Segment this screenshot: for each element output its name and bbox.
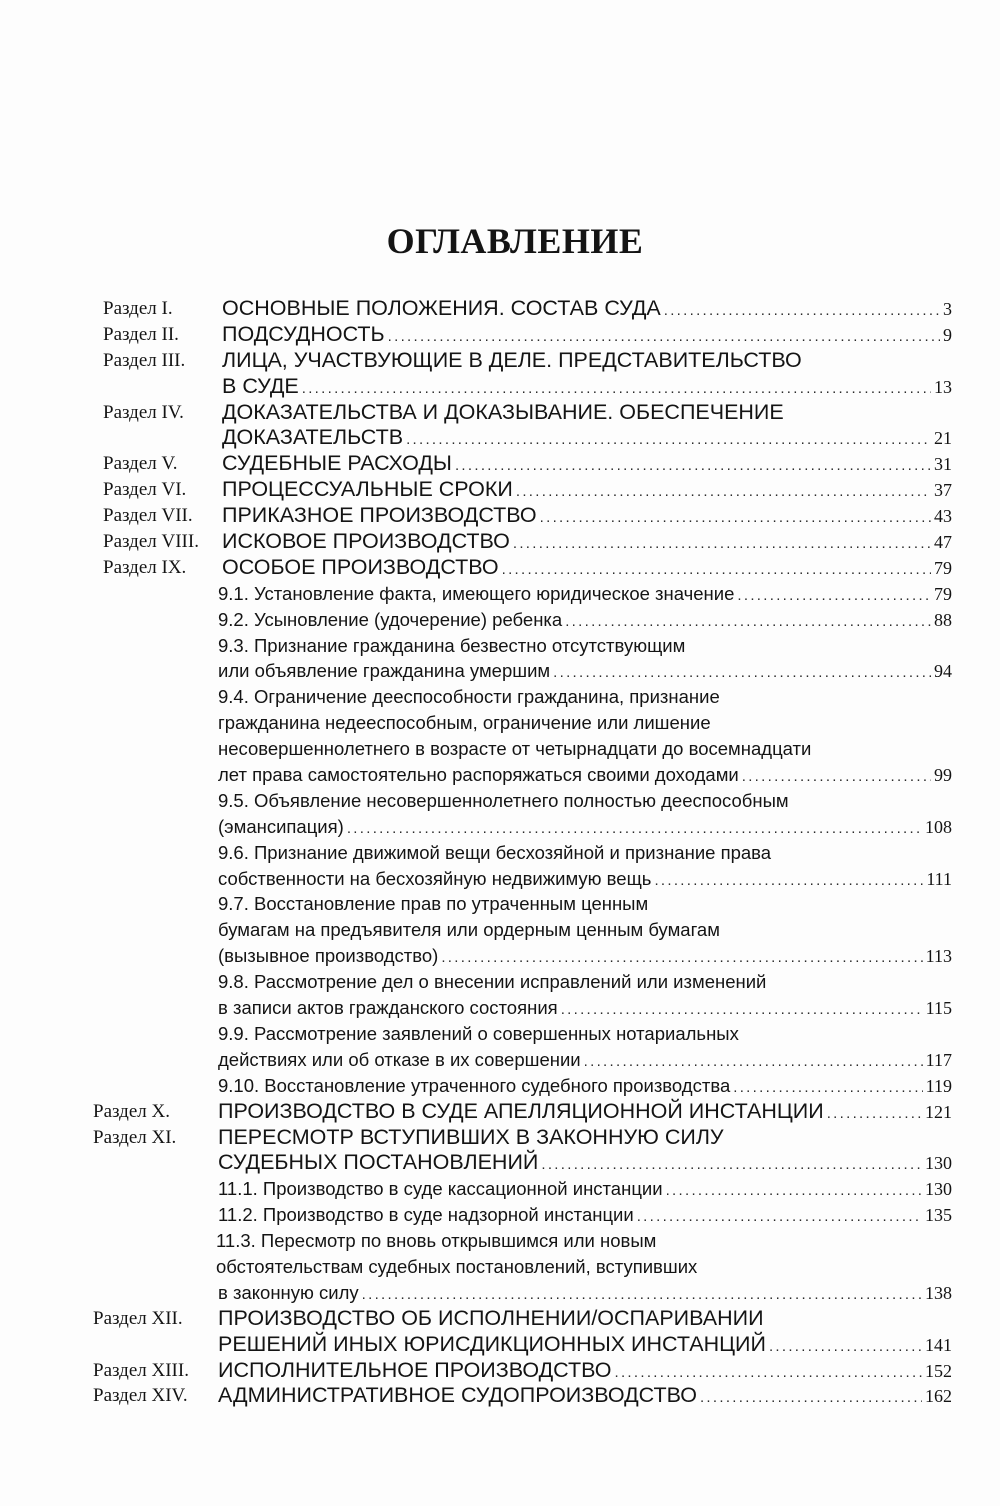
page-title: ОГЛАВЛЕНИЕ (386, 221, 644, 261)
toc-section-label: Раздел VII. (103, 505, 193, 527)
toc-subsection-row (0, 840, 1000, 866)
dot-leader (540, 505, 931, 531)
toc-subsection-row (0, 866, 1000, 892)
dot-leader (516, 479, 931, 505)
toc-section-row (0, 1099, 1000, 1125)
toc-entry (222, 503, 952, 531)
toc-entry-text: 9.1. Установление факта, имеющего юридическое значение (218, 582, 735, 604)
toc-section-label: Раздел II. (103, 323, 179, 345)
toc-entry (222, 296, 952, 324)
toc-subsection-row (0, 943, 1000, 969)
toc-page-number: 13 (934, 376, 952, 397)
toc-entry-text: ИСПОЛНИТЕЛЬНОЕ ПРОИЗВОДСТВО (218, 1357, 612, 1382)
toc-page-number: 121 (925, 1101, 952, 1122)
toc-page-number: 111 (926, 868, 952, 889)
toc-section-label: Раздел XIV. (93, 1385, 188, 1407)
toc-entry-text: 9.3. Признание гражданина безвестно отсутствующим (218, 634, 686, 656)
toc-entry-text: ПЕРЕСМОТР ВСТУПИВШИХ В ЗАКОННУЮ СИЛУ (218, 1124, 724, 1149)
toc-section-row (0, 348, 1000, 374)
toc-entry (218, 1332, 952, 1360)
toc-entry (218, 1150, 952, 1178)
toc-page-number: 117 (925, 1049, 952, 1070)
toc-page-number: 115 (925, 998, 952, 1019)
dot-leader (637, 1204, 922, 1230)
toc-entry-text: 9.2. Усыновление (удочерение) ребенка (218, 608, 563, 630)
toc-entry-text: ДОКАЗАТЕЛЬСТВА И ДОКАЗЫВАНИЕ. ОБЕСПЕЧЕНИЕ (222, 399, 784, 424)
toc-section-row (0, 503, 1000, 529)
toc-section-row (0, 1150, 1000, 1176)
toc-entry (218, 814, 952, 842)
toc-subsection-row (0, 762, 1000, 788)
toc-page-number: 138 (925, 1282, 952, 1303)
toc-entry (218, 581, 952, 609)
toc-entry (222, 477, 952, 505)
toc-section-row (0, 1332, 1000, 1358)
dot-leader (827, 1101, 922, 1127)
toc-entry (218, 607, 952, 635)
toc-page-number: 141 (925, 1334, 952, 1355)
toc-section-label: Раздел V. (103, 453, 178, 475)
toc-section-row (0, 425, 1000, 451)
dot-leader (441, 945, 922, 971)
toc-entry (222, 451, 952, 479)
toc-section-row (0, 451, 1000, 477)
toc-page-number: 37 (934, 480, 952, 501)
toc-section-label: Раздел III. (103, 349, 186, 371)
toc-page-number: 130 (925, 1179, 952, 1200)
toc-section-label: Раздел I. (103, 298, 173, 319)
toc-page-number: 130 (925, 1153, 952, 1174)
dot-leader (561, 997, 923, 1023)
toc-subsection-row (0, 969, 1000, 995)
toc-entry (218, 658, 952, 686)
toc-entry-text: в записи актов гражданского состояния (218, 997, 558, 1019)
toc-page-number: 43 (934, 506, 952, 527)
dot-leader (513, 531, 931, 557)
toc-entry (222, 555, 952, 583)
dot-leader (737, 583, 931, 609)
toc-section-row (0, 400, 1000, 426)
toc-subsection-row (0, 710, 1000, 736)
toc-entry (222, 374, 952, 402)
toc-subsection-row (0, 1254, 1000, 1280)
toc-entry-text: РЕШЕНИЙ ИНЫХ ЮРИСДИКЦИОННЫХ ИНСТАНЦИЙ (218, 1331, 766, 1356)
toc-page-number: 99 (934, 765, 952, 786)
dot-leader (742, 764, 931, 790)
toc-entry-text: ОСНОВНЫЕ ПОЛОЖЕНИЯ. СОСТАВ СУДА (222, 296, 661, 320)
dot-leader (565, 609, 931, 635)
toc-entry-text: бумагам на предъявителя или ордерным ценным бумагам (218, 919, 720, 941)
toc-entry-text: (эмансипация) (218, 815, 344, 837)
toc-entry (222, 322, 952, 350)
toc-entry-text: обстоятельствам судебных постановлений, вступивших (216, 1255, 698, 1277)
toc-entry-text: 9.5. Объявление несовершеннолетнего полностью дееспособным (218, 789, 789, 811)
toc-page-number: 162 (925, 1386, 952, 1407)
dot-leader (700, 1385, 922, 1411)
toc-page-number: 21 (934, 428, 952, 449)
toc-entry-text: ПРОИЗВОДСТВО ОБ ИСПОЛНЕНИИ/ОСПАРИВАНИИ (218, 1305, 764, 1330)
toc-page-number: 79 (934, 583, 952, 604)
toc-subsection-row (0, 1280, 1000, 1306)
toc-entry-text: действиях или об отказе в их совершении (218, 1048, 581, 1070)
toc-entry (222, 425, 952, 453)
toc-section-label: Раздел X. (93, 1100, 170, 1122)
toc-entry-text: 11.1. Производство в суде кассационной инстанции (218, 1178, 663, 1200)
toc-section-label: Раздел VIII. (103, 531, 199, 553)
dot-leader (584, 1049, 923, 1075)
toc-section-row (0, 1383, 1000, 1409)
toc-subsection-row (0, 995, 1000, 1021)
toc-section-label: Раздел XIII. (93, 1359, 189, 1381)
dot-leader (455, 453, 931, 479)
toc-page-number: 152 (925, 1360, 952, 1381)
toc-section-row (0, 529, 1000, 555)
toc-entry (218, 866, 952, 894)
toc-entry-text: ПРОИЗВОДСТВО В СУДЕ АПЕЛЛЯЦИОННОЙ ИНСТАНЦИИ (218, 1098, 824, 1123)
toc-page-number: 119 (925, 1075, 952, 1096)
toc-section-label: Раздел XI. (93, 1126, 177, 1148)
toc-entry-text: в законную силу (218, 1281, 359, 1303)
toc-section-row (0, 1306, 1000, 1332)
toc-entry-text: АДМИНИСТРАТИВНОЕ СУДОПРОИЗВОДСТВО (218, 1383, 697, 1408)
toc-entry-text: или объявление гражданина умершим (218, 660, 551, 682)
toc-page-number: 135 (925, 1205, 952, 1226)
toc-entry (218, 1383, 952, 1411)
toc-subsection-row (0, 917, 1000, 943)
table-of-contents (0, 296, 1000, 1409)
dot-leader (347, 816, 922, 842)
toc-entry-text: лет права самостоятельно распоряжаться своими доходами (218, 764, 739, 786)
dot-leader (664, 298, 940, 324)
toc-subsection-row (0, 1047, 1000, 1073)
toc-entry (222, 529, 952, 557)
toc-page-number: 31 (934, 454, 952, 475)
toc-section-row (0, 1358, 1000, 1384)
toc-entry-text: ОСОБОЕ ПРОИЗВОДСТВО (222, 554, 499, 579)
toc-subsection-row (0, 684, 1000, 710)
dot-leader (302, 376, 931, 402)
toc-entry-text: СУДЕБНЫЕ РАСХОДЫ (222, 451, 452, 476)
toc-subsection-row (0, 736, 1000, 762)
toc-subsection-row (0, 607, 1000, 633)
toc-entry-text: СУДЕБНЫХ ПОСТАНОВЛЕНИЙ (218, 1150, 539, 1175)
toc-section-label: Раздел XII. (93, 1307, 183, 1329)
toc-entry (218, 1202, 952, 1230)
dot-leader (541, 1152, 922, 1178)
toc-entry-text: 9.8. Рассмотрение дел о внесении исправлений или изменений (218, 971, 767, 993)
dot-leader (362, 1282, 922, 1308)
toc-subsection-row (0, 788, 1000, 814)
toc-section-row (0, 555, 1000, 581)
dot-leader (553, 660, 931, 686)
toc-entry-text: 11.2. Производство в суде надзорной инстанции (218, 1204, 634, 1226)
toc-entry-text: гражданина недееспособным, ограничение или лишение (218, 712, 711, 734)
toc-subsection-row (0, 633, 1000, 659)
toc-entry-text: 9.4. Ограничение дееспособности гражданина, признание (218, 686, 720, 708)
toc-entry (218, 1047, 952, 1075)
toc-entry-text: ПОДСУДНОСТЬ (222, 321, 385, 346)
toc-subsection-row (0, 1021, 1000, 1047)
toc-page-number: 3 (943, 299, 952, 319)
dot-leader (666, 1178, 922, 1204)
toc-entry (218, 995, 952, 1023)
toc-page-number: 88 (934, 609, 952, 630)
toc-entry-text: 9.9. Рассмотрение заявлений о совершенных нотариальных (218, 1022, 739, 1044)
toc-subsection-row (0, 891, 1000, 917)
toc-section-row (0, 322, 1000, 348)
toc-entry-text: 11.3. Пересмотр по вновь открывшимся или новым (216, 1230, 657, 1252)
dot-leader (733, 1075, 922, 1101)
dot-leader (769, 1334, 922, 1360)
toc-section-row (0, 296, 1000, 322)
toc-page-number: 94 (934, 661, 952, 682)
toc-entry-text: 9.7. Восстановление прав по утраченным ценным (218, 893, 649, 915)
toc-entry (218, 1176, 952, 1204)
toc-entry-text: несовершеннолетнего в возрасте от четырнадцати до восемнадцати (218, 738, 812, 760)
toc-entry-text: ПРОЦЕССУАЛЬНЫЕ СРОКИ (222, 477, 513, 502)
toc-entry (218, 762, 952, 790)
toc-subsection-row (0, 1202, 1000, 1228)
dot-leader (614, 1360, 922, 1386)
toc-entry-text: 9.10. Восстановление утраченного судебного производства (218, 1074, 731, 1096)
toc-entry-text: ЛИЦА, УЧАСТВУЮЩИЕ В ДЕЛЕ. ПРЕДСТАВИТЕЛЬСТВО (222, 347, 802, 372)
toc-entry-text: ДОКАЗАТЕЛЬСТВ (222, 425, 404, 450)
toc-entry (218, 1099, 952, 1127)
toc-subsection-row (0, 1073, 1000, 1099)
toc-section-label: Раздел VI. (103, 479, 187, 501)
toc-subsection-row (0, 1228, 1000, 1254)
toc-entry-text: ИСКОВОЕ ПРОИЗВОДСТВО (222, 529, 510, 554)
toc-entry-text: 9.6. Признание движимой вещи бесхозяйной и признание права (218, 841, 772, 863)
toc-entry-text: собственности на бесхозяйную недвижимую вещь (218, 867, 652, 889)
toc-page-number: 108 (925, 816, 952, 837)
dot-leader (406, 427, 931, 453)
toc-entry-text: В СУДЕ (222, 373, 299, 398)
toc-subsection-row (0, 814, 1000, 840)
toc-section-row (0, 374, 1000, 400)
dot-leader (654, 868, 923, 894)
toc-section-row (0, 477, 1000, 503)
toc-subsection-row (0, 1176, 1000, 1202)
toc-subsection-row (0, 658, 1000, 684)
toc-entry (218, 1073, 952, 1101)
toc-entry-text: ПРИКАЗНОЕ ПРОИЗВОДСТВО (222, 503, 537, 528)
toc-entry (218, 1280, 952, 1308)
dot-leader (388, 324, 940, 350)
toc-entry (218, 1358, 952, 1386)
toc-section-label: Раздел IV. (103, 401, 184, 423)
toc-page-number: 9 (943, 324, 952, 345)
toc-section-row (0, 1125, 1000, 1151)
toc-section-label: Раздел IX. (103, 556, 187, 578)
toc-entry (218, 943, 952, 971)
toc-page-number: 47 (934, 532, 952, 553)
toc-page-number: 113 (925, 946, 952, 967)
toc-subsection-row (0, 581, 1000, 607)
dot-leader (502, 557, 931, 583)
toc-entry-text: (вызывное производство) (218, 945, 439, 967)
toc-page-number: 79 (934, 557, 952, 578)
